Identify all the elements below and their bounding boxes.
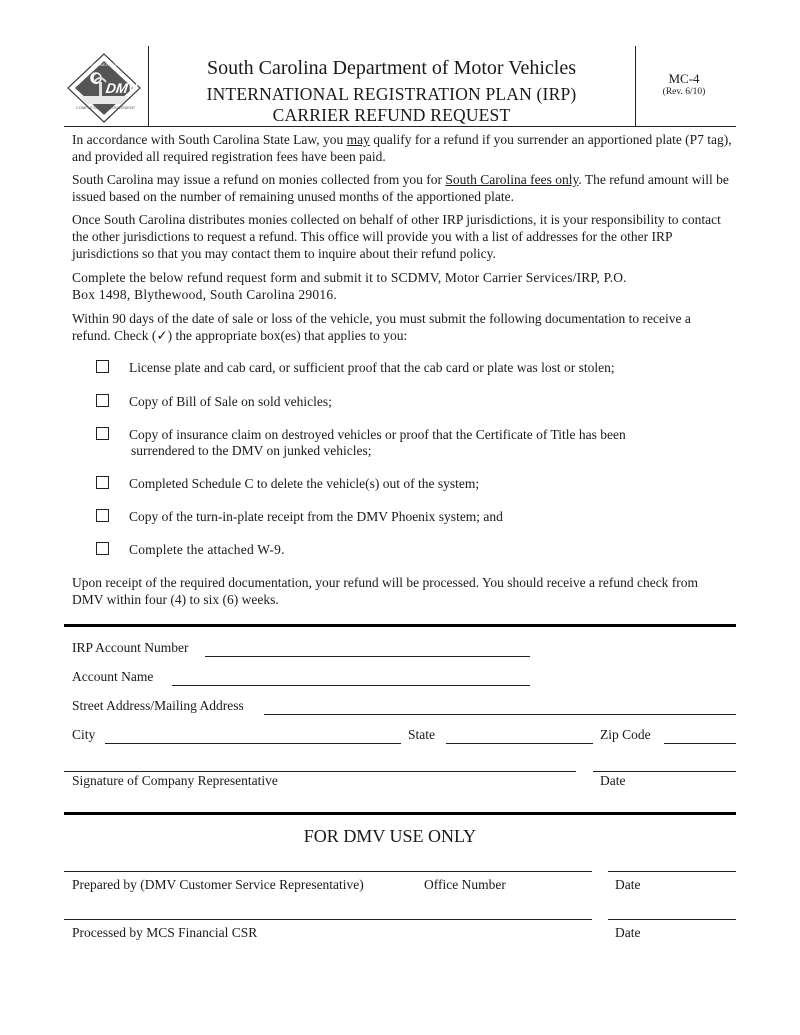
irp-account-field[interactable] xyxy=(205,656,530,657)
logo-bottom-right: CONVENIENT xyxy=(109,105,136,110)
account-name-label: Account Name xyxy=(72,669,154,684)
submit-line-2: Box 1498, Blythewood, South Carolina 29016. xyxy=(72,287,337,302)
address-label: Street Address/Mailing Address xyxy=(72,698,244,713)
prepared-by-label: Prepared by (DMV Customer Service Representative) xyxy=(72,877,364,892)
logo-brand: DMV xyxy=(104,80,139,96)
form-revision: (Rev. 6/10) xyxy=(662,87,706,97)
page-title: CARRIER REFUND REQUEST xyxy=(272,105,511,125)
agency-name: South Carolina Department of Motor Vehicles xyxy=(206,57,576,79)
signature-date-field[interactable] xyxy=(593,771,736,772)
account-name-field[interactable] xyxy=(172,685,530,686)
checklist-item: Complete the attached W-9. xyxy=(129,542,285,557)
refund-text-b: . The refund amount will be issued based on the number of remaining unused months of the apportioned plate. xyxy=(72,172,729,204)
office-number-label: Office Number xyxy=(424,877,506,892)
prepared-date-label: Date xyxy=(615,877,641,892)
logo-top-text: CONNECTED xyxy=(89,62,119,67)
section-divider xyxy=(64,624,736,627)
processed-by-label: Processed by MCS Financial CSR xyxy=(72,925,258,940)
checklist-item: Copy of insurance claim on destroyed vehicles or proof that the Certificate of Title has been xyxy=(129,427,626,442)
intro-text-b: qualify for a refund if you surrender an apportioned plate (P7 tag), and provided all required registration fees have been paid. xyxy=(72,132,732,164)
submit-line-1: Complete the below refund request form and submit it to SCDMV, Motor Carrier Services/IRP, P.O. xyxy=(72,270,627,285)
header-rule xyxy=(64,126,736,127)
checkbox-w9[interactable] xyxy=(96,542,109,555)
signature-label: Signature of Company Representative xyxy=(72,773,278,788)
signature-date-label: Date xyxy=(600,773,626,788)
checklist-item: Copy of the turn-in-plate receipt from the DMV Phoenix system; and xyxy=(129,509,503,524)
refund-sc-fees: South Carolina fees only xyxy=(445,172,579,187)
processed-by-field[interactable] xyxy=(64,919,592,920)
city-label: City xyxy=(72,727,96,742)
checkbox-bill-of-sale[interactable] xyxy=(96,394,109,407)
state-label: State xyxy=(408,727,435,742)
processed-date-field[interactable] xyxy=(608,919,736,920)
signature-field[interactable] xyxy=(64,771,576,772)
state-field[interactable] xyxy=(446,743,593,744)
checkbox-turn-in-receipt[interactable] xyxy=(96,509,109,522)
checkbox-insurance-claim[interactable] xyxy=(96,427,109,440)
zip-label: Zip Code xyxy=(600,727,651,742)
refund-paragraph xyxy=(72,171,732,205)
intro-text-a: In accordance with South Carolina State Law, you xyxy=(72,132,347,147)
zip-field[interactable] xyxy=(664,743,736,744)
irp-account-label: IRP Account Number xyxy=(72,640,189,655)
city-field[interactable] xyxy=(105,743,401,744)
dmv-section-divider xyxy=(64,812,736,815)
intro-may: may xyxy=(346,132,370,147)
refund-text-a: South Carolina may issue a refund on monies collected from you for xyxy=(72,172,446,187)
dmv-use-heading: FOR DMV USE ONLY xyxy=(303,826,477,846)
intro-paragraph xyxy=(72,131,732,165)
checkbox-schedule-c[interactable] xyxy=(96,476,109,489)
prepared-date-field[interactable] xyxy=(608,871,736,872)
checkbox-license-plate[interactable] xyxy=(96,360,109,373)
checklist-item: License plate and cab card, or sufficient proof that the cab card or plate was lost or stolen; xyxy=(129,360,615,375)
checklist-item: Completed Schedule C to delete the vehicle(s) out of the system; xyxy=(129,476,480,491)
program-name: INTERNATIONAL REGISTRATION PLAN (IRP) xyxy=(206,84,577,104)
deadline-paragraph: Within 90 days of the date of sale or loss of the vehicle, you must submit the following documentation to receive a refund. Check (✓) the appropriate box(es) that applies to you: xyxy=(72,311,691,343)
checklist-item: Copy of Bill of Sale on sold vehicles; xyxy=(129,394,332,409)
processing-paragraph: Upon receipt of the required documentation, your refund will be processed. You should receive a refund check from DMV within four (4) to six (6) weeks. xyxy=(72,575,699,607)
checklist-item-continued: surrendered to the DMV on junked vehicles; xyxy=(131,443,372,458)
processed-date-label: Date xyxy=(615,925,641,940)
address-field[interactable] xyxy=(264,714,736,715)
dmv-logo xyxy=(66,52,142,124)
prepared-by-field[interactable] xyxy=(64,871,592,872)
logo-bottom-left: COMPLETE xyxy=(76,105,99,110)
jurisdiction-paragraph: Once South Carolina distributes monies collected on behalf of other IRP jurisdictions, it is your responsibility to contact the other jurisdictions to request a refund. This office will provide you with a list of addresses for the other IRP jurisdictions so that you may contact them to inquire about their refund policy. xyxy=(72,212,721,261)
form-number: MC-4 xyxy=(668,71,700,86)
